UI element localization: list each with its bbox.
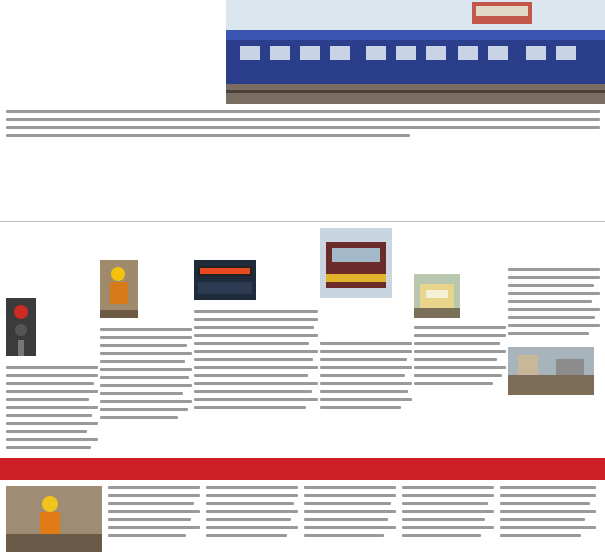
- column-5: [414, 228, 506, 385]
- bottom-section: [6, 486, 600, 556]
- station-building-photo: [414, 274, 460, 318]
- station-display-board-photo: [194, 260, 256, 300]
- lede: [6, 110, 600, 137]
- column-1-body: [6, 366, 98, 449]
- bottom-col-3: [304, 486, 396, 537]
- track-worker-photo-2: [6, 486, 102, 552]
- express-train-photo: [320, 228, 392, 298]
- bottom-col-2: [206, 486, 298, 537]
- column-2-body: [100, 328, 192, 419]
- lede-lines: [6, 110, 600, 137]
- track-worker-photo: [100, 260, 138, 318]
- column-5-body: [414, 326, 506, 385]
- column-4: [320, 228, 412, 409]
- column-2: [100, 228, 192, 419]
- railway-signal-photo: [6, 298, 36, 356]
- bottom-col-4: [402, 486, 494, 537]
- bottom-banner: [0, 458, 605, 480]
- column-6: [508, 228, 600, 395]
- column-2-title: [100, 228, 192, 258]
- headline: [6, 8, 220, 104]
- column-4-body: [320, 342, 412, 409]
- column-rule: [0, 221, 605, 222]
- column-3-title: [194, 228, 318, 258]
- column-1-title: [6, 228, 98, 258]
- column-5-title: [414, 228, 506, 272]
- column-1: [6, 228, 98, 449]
- column-4-title: [320, 304, 412, 334]
- bottom-col-1: [108, 486, 200, 537]
- column-3: [194, 228, 318, 409]
- bottom-col-5: [500, 486, 596, 537]
- column-6-body: [508, 268, 600, 335]
- column-6-title: [508, 228, 600, 258]
- column-3-body: [194, 310, 318, 409]
- platform-construction-photo: [508, 347, 594, 395]
- train-photo: [226, 0, 605, 104]
